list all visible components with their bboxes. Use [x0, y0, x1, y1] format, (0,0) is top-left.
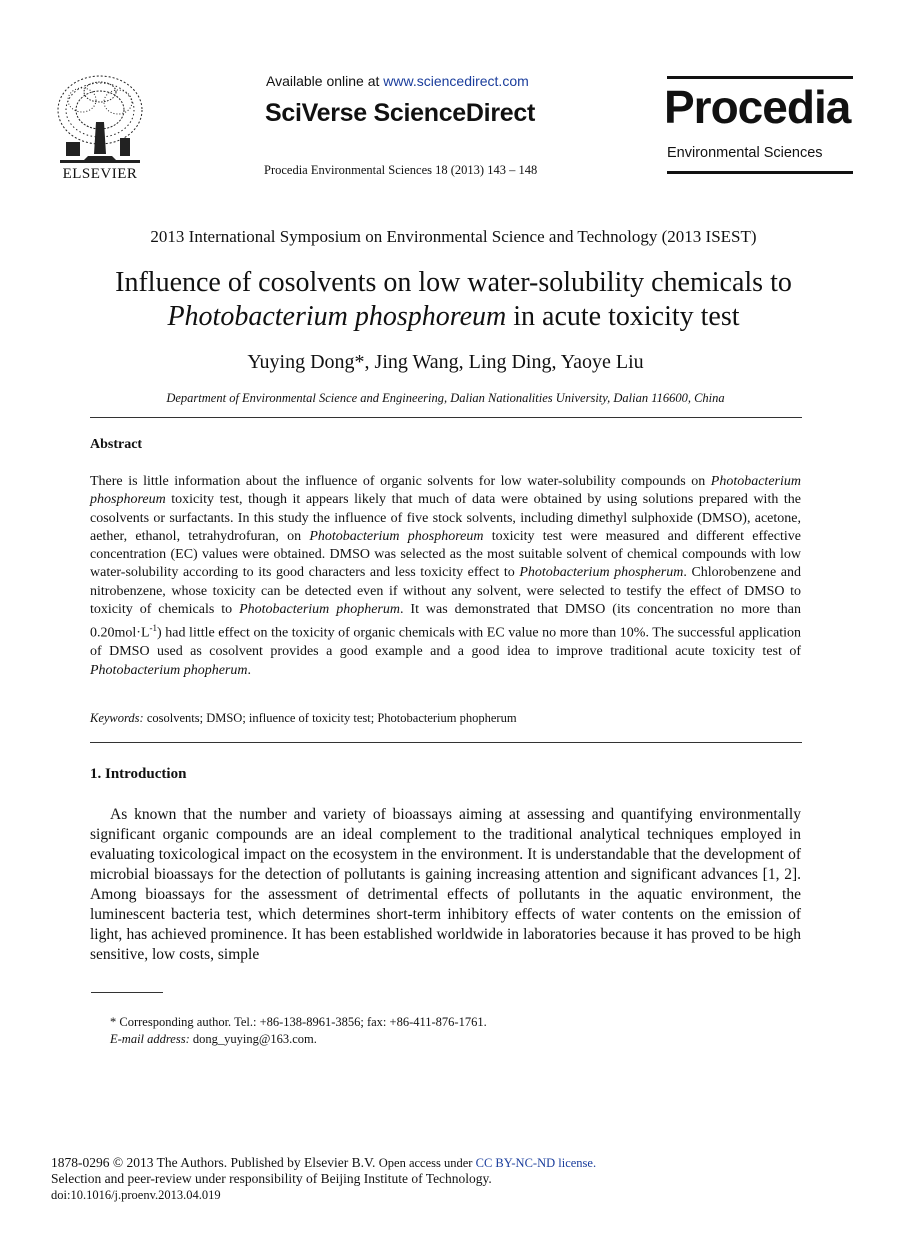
author-list: Yuying Dong*, Jing Wang, Ling Ding, Yaoye Liu — [247, 351, 644, 373]
unit-superscript: -1 — [149, 623, 157, 634]
sciverse-sciencedirect-logo: SciVerse ScienceDirect — [265, 99, 535, 127]
abstract-species: Photobacterium phosphoreum — [309, 528, 484, 544]
title-species-name: Photobacterium phosphoreum — [167, 301, 507, 332]
title-line-1: Influence of cosolvents on low water-solubility chemicals to — [115, 267, 792, 298]
peer-review-statement: Selection and peer-review under responsibility of Beijing Institute of Technology. — [51, 1171, 492, 1186]
procedia-logo-subtitle: Environmental Sciences — [667, 145, 823, 161]
abstract-body — [90, 473, 801, 680]
abstract-species: Photobacterium phopherum — [239, 602, 400, 618]
doi: doi:10.1016/j.proenv.2013.04.019 — [51, 1188, 221, 1202]
corresponding-author-footnote: * Corresponding author. Tel.: +86-138-8961-3856; fax: +86-411-876-1761. — [110, 1015, 487, 1029]
abstract-text: . Chlorobenzene and nitrobenzene, whose toxicity can be detected even if without any solvent, were selected to testify the effect of DMSO to toxicity of chemicals to — [90, 565, 801, 618]
elsevier-logo — [52, 72, 148, 182]
abstract-species: Photobacterium phosphoreum — [90, 474, 801, 508]
paper-title — [60, 266, 847, 334]
keywords-list: cosolvents; DMSO; influence of toxicity test; Photobacterium phopherum — [143, 711, 517, 725]
abstract-text: toxicity test were measured and different effective concentration (EC) values were obtained. DMSO was selected as the most suitable solvent of chemical compounds with low water-solubility according to its good characters and less toxicity effect to — [90, 528, 801, 581]
abstract-species: Photobacterium phospherum — [519, 565, 684, 581]
elsevier-wordmark: ELSEVIER — [62, 166, 138, 182]
abstract-text: . It was demonstrated that DMSO (its concentration no more than 0.20mol·L — [90, 602, 802, 642]
abstract-species: Photobacterium phopherum — [90, 662, 248, 678]
email-footnote — [110, 1032, 317, 1047]
email-address[interactable]: dong_yuying@163.com. — [189, 1032, 317, 1046]
abstract-bottom-rule — [90, 742, 802, 743]
copyright-text: 1878-0296 © 2013 The Authors. Published by Elsevier B.V. — [51, 1155, 379, 1170]
keywords-label: Keywords: — [90, 711, 144, 725]
abstract-text: . — [247, 662, 251, 678]
section-heading-introduction: 1. Introduction — [90, 766, 187, 782]
abstract-text: There is little information about the influence of organic solvents for low water-solubility compounds on — [90, 474, 711, 489]
abstract-text: toxicity test, though it appears likely that much of data were obtained by using solutions prepared with the cosolvents or surfactants. In this study the influence of five stock solvents, including dimethyl sulphoxide (DMSO), acetone, aether, ethanol, tetrahydrofuran, on — [90, 492, 801, 544]
conference-name: 2013 International Symposium on Environmental Science and Technology (2013 ISEST) — [150, 227, 757, 246]
available-prefix: Available online at — [266, 73, 384, 89]
email-label: E-mail address: — [110, 1032, 190, 1046]
keywords — [90, 711, 517, 726]
affiliation: Department of Environmental Science and Engineering, Dalian Nationalities University, Dalian 116600, China — [166, 391, 725, 405]
available-online — [266, 73, 529, 89]
procedia-bottom-rule — [667, 171, 853, 174]
abstract-top-rule — [90, 417, 802, 418]
title-line-2-rest: in acute toxicity test — [506, 301, 740, 332]
open-access-text: Open access under — [378, 1156, 476, 1170]
sciencedirect-link[interactable]: www.sciencedirect.com — [383, 73, 529, 89]
issn-copyright-line — [51, 1155, 596, 1171]
elsevier-tree-icon — [52, 72, 148, 182]
journal-citation: Procedia Environmental Sciences 18 (2013) 143 – 148 — [264, 163, 538, 177]
license-link[interactable]: CC BY-NC-ND license. — [475, 1156, 597, 1170]
abstract-text: ) had little effect on the toxicity of organic chemicals with EC value no more than 10%. The successful application of DMSO used as cosolvent provides a good example and a good idea to improve traditional acute toxicity test of — [90, 626, 801, 660]
procedia-logo-title: Procedia — [664, 81, 851, 133]
procedia-top-rule — [667, 76, 853, 79]
introduction-paragraph: As known that the number and variety of bioassays aiming at assessing and quantifying environmentally significant organic compounds are an ideal complement to the traditional analytical techniques employed in evaluating toxicological impact on the ecosystem in the environment. It is understandable that the development of microbial bioassays for the detection of pollutants is gaining increasing attention and significant advances [1, 2]. Among bioassays for the assessment of detrimental effects of pollutants in the aquatic environment, the luminescent bacteria test, which determines short-term inhibitory effects of water contents on the emission of light, has achieved prominence. It has been established worldwide in laboratories because it has proved to be high sensitive, low costs, simple — [90, 806, 801, 963]
abstract-heading: Abstract — [90, 437, 143, 452]
footnote-rule — [91, 992, 163, 993]
